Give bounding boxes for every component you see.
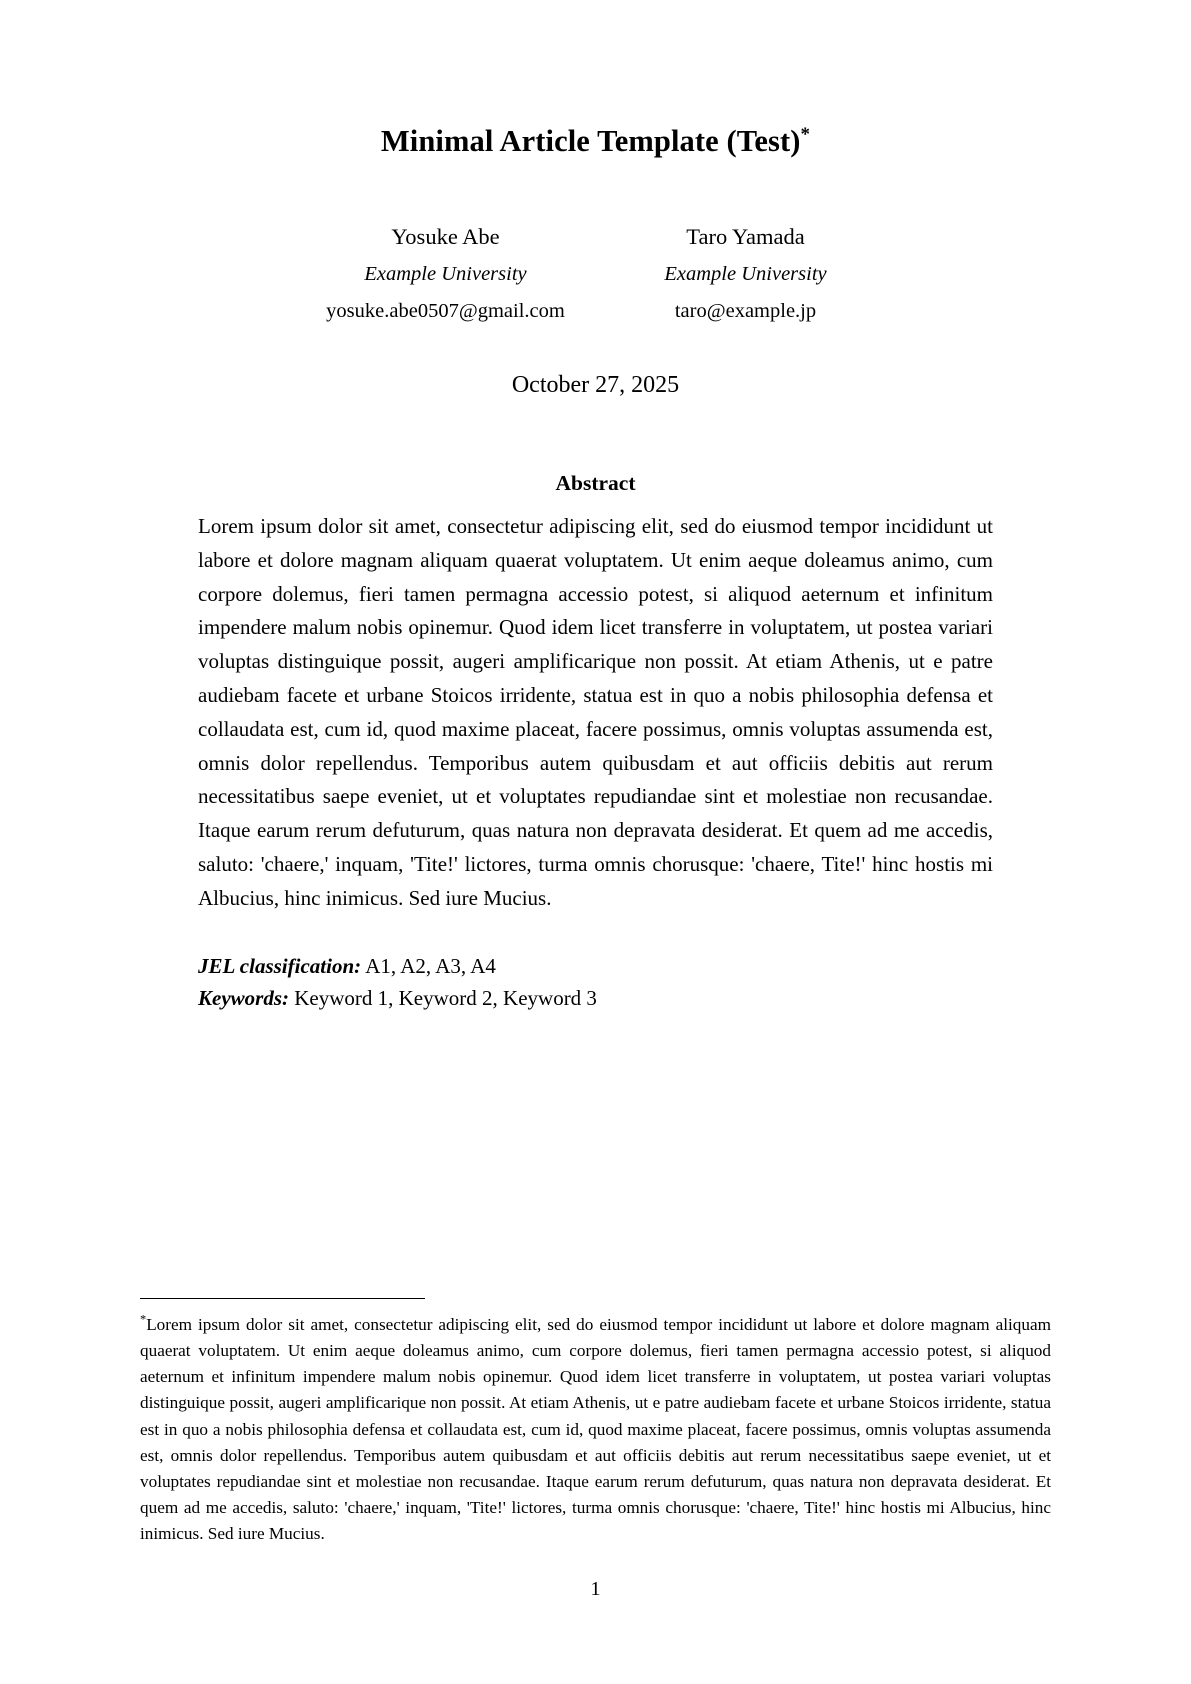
footnote-rule xyxy=(140,1298,425,1299)
title-text: Minimal Article Template (Test) xyxy=(380,124,801,158)
jel-value: A1, A2, A3, A4 xyxy=(361,953,496,978)
keywords-label: Keywords: xyxy=(198,986,289,1011)
author-name: Yosuke Abe xyxy=(391,223,500,249)
author-block-1 xyxy=(296,220,596,328)
author-email: taro@example.jp xyxy=(674,300,817,323)
jel-label: JEL classification: xyxy=(198,953,362,978)
abstract-heading: Abstract xyxy=(555,470,636,495)
jel-classification-line xyxy=(198,950,993,983)
author-email: yosuke.abe0507@gmail.com xyxy=(326,300,565,323)
footnote-marker: * xyxy=(140,1312,147,1327)
author-affiliation: Example University xyxy=(364,263,527,286)
abstract-body: Lorem ipsum dolor sit amet, consectetur adipiscing elit, sed do eiusmod tempor incididunt ut labore et dolore magnam aliquam quaerat voluptatem. Ut enim aeque doleamus animo, cum corpore dolemus, fieri tamen permagna accessio potest, si aliquod aeternum et infinitum impendere malum nobis opinemur. Quod idem licet transferre in voluptatem, ut postea variari voluptas distinguique possit, augeri amplificarique non possit. At etiam Athenis, ut e patre audiebam facete et urbane Stoicos irridente, statua est in quo a nobis philosophia defensa et collaudata est, cum id, quod maxime placeat, facere possimus, omnis voluptas assumenda est, omnis dolor repellendus. Temporibus autem quibusdam et aut officiis debitis aut rerum necessitatibus saepe eveniet, ut et voluptates repudiandae sint et molestiae non recusandae. Itaque earum rerum defuturum, quas natura non depravata desiderat. Et quem ad me accedis, saluto: 'chaere,' inquam, 'Tite!' lictores, turma omnis chorusque: 'chaere, Tite!' hinc hostis mi Albucius, hinc inimicus. Sed iure Mucius. xyxy=(198,513,993,910)
keywords-value: Keyword 1, Keyword 2, Keyword 3 xyxy=(289,986,597,1011)
author-list xyxy=(140,220,1051,328)
keywords-line xyxy=(198,982,993,1015)
footnote-body: Lorem ipsum dolor sit amet, consectetur adipiscing elit, sed do eiusmod tempor incididunt ut labore et dolore magnam aliquam quaerat voluptatem. Ut enim aeque doleamus animo, cum corpore dolemus, fieri tamen permagna accessio potest, si aliquod aeternum et infinitum impendere malum nobis opinemur. Quod idem licet transferre in voluptatem, ut postea variari voluptas distinguique possit, augeri amplificarique non possit. At etiam Athenis, ut e patre audiebam facete et urbane Stoicos irridente, statua est in quo a nobis philosophia defensa et collaudata est, cum id, quod maxime placeat, facere possimus, omnis voluptas assumenda est, omnis dolor repellendus. Temporibus autem quibusdam et aut officiis debitis aut rerum necessitatibus saepe eveniet, ut et voluptates repudiandae sint et molestiae non recusandae. Itaque earum rerum defuturum, quas natura non depravata desiderat. Et quem ad me accedis, saluto: 'chaere,' inquam, 'Tite!' lictores, turma omnis chorusque: 'chaere, Tite!' hinc hostis mi Albucius, hinc inimicus. Sed iure Mucius. xyxy=(140,1315,1051,1544)
title-footnote-marker: * xyxy=(800,123,811,145)
author-name: Taro Yamada xyxy=(686,223,805,249)
publication-date: October 27, 2025 xyxy=(511,371,680,398)
page-title xyxy=(140,123,1051,160)
page-number: 1 xyxy=(590,1578,601,1600)
author-block-2 xyxy=(596,220,896,328)
abstract-section xyxy=(198,471,993,916)
footnote-text xyxy=(140,1312,1051,1547)
paper-content xyxy=(140,0,1051,1015)
author-affiliation: Example University xyxy=(664,263,827,286)
footnote-area xyxy=(140,1298,1051,1547)
